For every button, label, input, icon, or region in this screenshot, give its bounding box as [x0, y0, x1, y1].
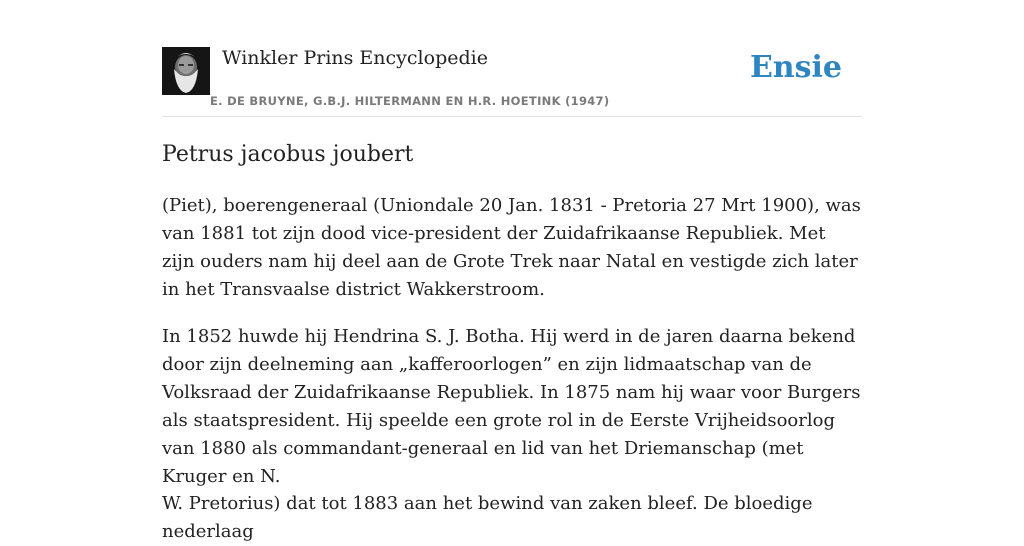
article-paragraph: In 1852 huwde hij Hendrina S. J. Botha. Hij werd in de jaren daarna bekend door zijn deelneming aan „kafferoorlogen” en zijn lidmaatschap van de Volksraad der Zuidafrikaanse Republiek. In 1875 nam hij waar voor Burgers als staatspresident. Hij speelde een grote rol in de Eerste Vrijheidsoorlog van 1880 als commandant-generaal en lid van het Driemanschap (met Kruger en N. [162, 326, 861, 487]
ensie-logo-link[interactable]: Ensie [749, 50, 842, 85]
article-paragraph: W. Pretorius) dat tot 1883 aan het bewind van zaken bleef. De bloedige nederlaag [162, 493, 813, 542]
article [162, 140, 862, 542]
encyclopedia-title[interactable]: Winkler Prins Encyclopedie [222, 47, 488, 69]
article-paragraph: (Piet), boerengeneraal (Uniondale 20 Jan. 1831 - Pretoria 27 Mrt 1900), was van 1881 tot zijn dood vice-president der Zuidafrikaanse Republiek. Met zijn ouders nam hij deel aan de Grote Trek naar Natal en vestigde zich later in het Transvaalse district Wakkerstroom. [162, 195, 861, 300]
encyclopedia-authors: E. DE BRUYNE, G.B.J. HILTERMANN EN H.R. HOETINK (1947) [210, 94, 610, 108]
page-header [162, 40, 862, 117]
bearded-man-portrait-icon [162, 47, 210, 95]
author-avatar[interactable] [162, 47, 210, 95]
article-title: Petrus jacobus joubert [162, 142, 414, 167]
